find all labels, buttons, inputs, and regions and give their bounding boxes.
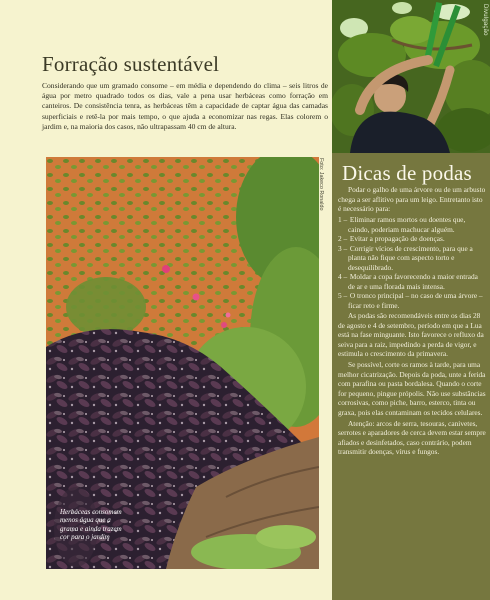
pruning-photo-image: [332, 0, 490, 153]
list-item: 2 – Evitar a propagação de doenças.: [338, 234, 445, 243]
article-title: Forração sustentável: [42, 52, 220, 76]
sidebar-body: [338, 185, 486, 458]
sidebar-title: Dicas de podas: [342, 161, 472, 185]
list-item: 5 – O tronco principal – no caso de uma árvore – ficar reto e firme.: [338, 291, 483, 310]
list-item: 3 – Corrigir vícios de crescimento, para que a planta não fique com aspecto torto e desequilibrado.: [338, 243, 473, 272]
sidebar-pruning-tips: [332, 153, 490, 600]
list-item: 4 – Moldar a copa favorecendo a maior entrada de ar e uma florada mais intensa.: [338, 272, 478, 291]
pruning-photo: [332, 0, 490, 153]
top-photo-credit: Divulgação: [482, 4, 488, 36]
sidebar-paragraph-moon: As podas são recomendáveis entre os dias 28 de agosto e 4 de setembro, período em que a Lua está na fase minguante. Isto favorece o refluxo da seiva para a raiz, impedindo a perda de vigor, e estimula o crescimento da primavera.: [338, 311, 484, 358]
sidebar-paragraph-tools: Atenção: arcos de serra, tesouras, canivetes, serrotes e aparadores de cerca devem estar sempre afiados e desinfetados, caso contrário, podem transmitir doenças, vírus e fungos.: [338, 418, 486, 456]
article-intro: Considerando que um gramado consome – em média e dependendo do clima – seis litros de água por metro quadrado todos os dias, vale a pena usar herbáceas como forração em canteiros. De consistência tenra, as herbáceas têm a capacidade de captar água das camadas superficiais e retê-la por mais tempo, o que ajuda a economizar nas regas. Elas colorem o jardim e, na maioria dos casos, não ultrapassam 40 cm de altura.: [42, 81, 328, 131]
sidebar-intro: Podar o galho de uma árvore ou de um arbusto chega a ser aflitivo para um leigo. Entretanto isto é necessário para:: [338, 185, 486, 213]
tips-list: [338, 215, 486, 310]
garden-photo-caption: Herbáceas consomem menos água que a grama e ainda trazem cor para o jardim: [60, 508, 122, 542]
garden-photo-credit: Foto: Jakeco Ronaldo: [318, 158, 324, 211]
sidebar-paragraph-healing: Se possível, corte os ramos à tarde, para uma melhor cicatrização. Depois da poda, unte a ferida com parafina ou pasta bordalesa. Quando o corte for pequeno, pingue própolis. Não use substâncias corrosivas, como piche, barro, esterco, tinta ou graxa, pois elas contaminam os tecidos celulares.: [338, 360, 486, 417]
list-item: 1 – Eliminar ramos mortos ou doentes que, caindo, poderiam machucar alguém.: [338, 215, 466, 234]
